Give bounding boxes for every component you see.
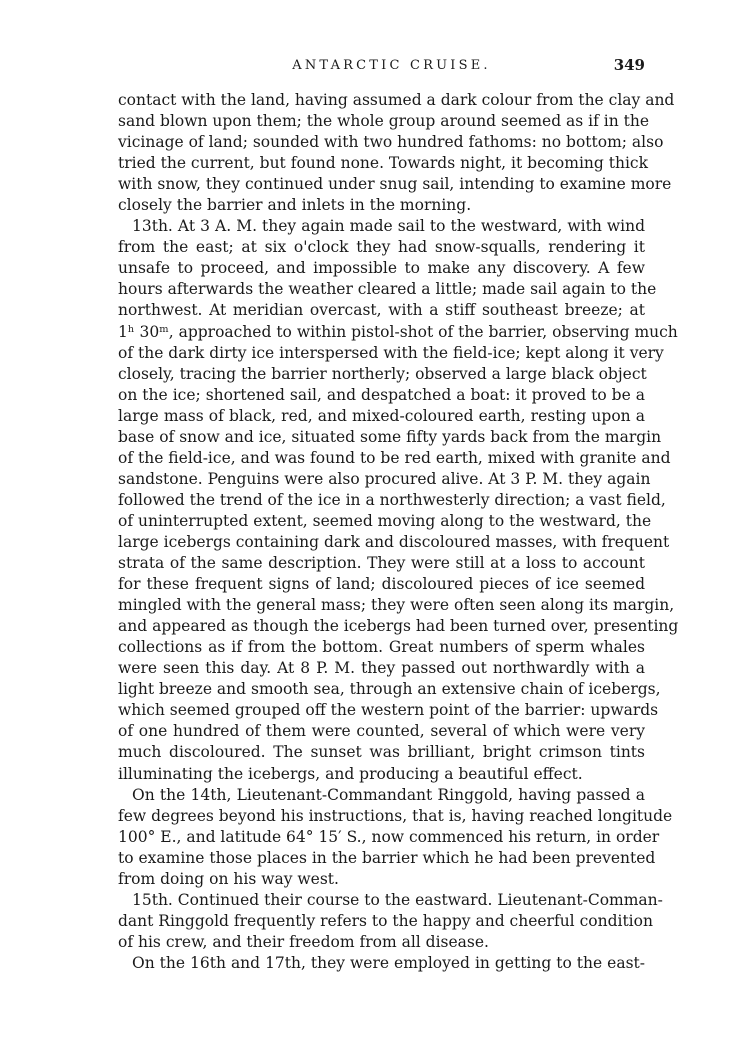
text-line: large mass of black, red, and mixed-coloured earth, resting upon a <box>118 406 645 425</box>
body-text <box>118 90 679 974</box>
text-line: northwest. At meridian overcast, with a stiff southeast breeze; at <box>118 301 645 320</box>
text-line: to examine those places in the barrier which he had been prevented <box>118 848 656 867</box>
text-line: collections as if from the bottom. Great numbers of sperm whales <box>118 638 645 657</box>
text-line: from the east; at six o'clock they had snow-squalls, rendering it <box>118 238 645 257</box>
text-line: closely, tracing the barrier northerly; observed a large black object <box>118 364 647 383</box>
text-line: 1ʰ 30ᵐ, approached to within pistol-shot of the barrier, observing much <box>118 322 678 341</box>
text-line: vicinage of land; sounded with two hundred fathoms: no bottom; also <box>118 133 664 152</box>
text-line: unsafe to proceed, and impossible to make any discovery. A few <box>118 259 645 278</box>
text-line: were seen this day. At 8 P. M. they passed out northwardly with a <box>118 659 645 678</box>
text-line: illuminating the icebergs, and producing a beautiful effect. <box>118 764 583 783</box>
text-line: sandstone. Penguins were also procured alive. At 3 P. M. they again <box>118 469 651 488</box>
text-line: of his crew, and their freedom from all disease. <box>118 932 489 951</box>
text-line: of one hundred of them were counted, several of which were very <box>118 722 645 741</box>
text-line: light breeze and smooth sea, through an extensive chain of icebergs, <box>118 680 661 699</box>
text-line: 100° E., and latitude 64° 15′ S., now commenced his return, in order <box>118 827 660 846</box>
text-line: strata of the same description. They were still at a loss to account <box>118 554 645 573</box>
text-line: large icebergs containing dark and discoloured masses, with frequent <box>118 532 670 551</box>
text-line: with snow, they continued under snug sail, intending to examine more <box>118 175 672 194</box>
text-line: 15th. Continued their course to the eastward. Lieutenant-Comman- <box>132 890 663 909</box>
text-line: 13th. At 3 A. M. they again made sail to the westward, with wind <box>132 217 645 236</box>
text-line: contact with the land, having assumed a dark colour from the clay and <box>118 91 675 109</box>
text-line: on the ice; shortened sail, and despatched a boat: it proved to be a <box>118 385 645 404</box>
page-header <box>120 56 645 80</box>
text-line: hours afterwards the weather cleared a little; made sail again to the <box>118 280 657 299</box>
text-line: base of snow and ice, situated some fifty yards back from the margin <box>118 427 662 446</box>
text-line: of the field-ice, and was found to be red earth, mixed with granite and <box>118 448 671 467</box>
text-line: for these frequent signs of land; discoloured pieces of ice seemed <box>118 575 645 594</box>
text-line: mingled with the general mass; they were often seen along its margin, <box>118 596 675 615</box>
text-line: tried the current, but found none. Towards night, it becoming thick <box>118 154 648 173</box>
text-line: sand blown upon them; the whole group around seemed as if in the <box>118 112 650 131</box>
running-title: ANTARCTIC CRUISE. <box>292 58 491 73</box>
text-line: of the dark dirty ice interspersed with the field-ice; kept along it very <box>118 343 664 362</box>
text-line: from doing on his way west. <box>118 869 339 888</box>
text-line: of uninterrupted extent, seemed moving along to the westward, the <box>118 511 652 530</box>
page-number: 349 <box>613 56 645 74</box>
text-line: followed the trend of the ice in a northwesterly direction; a vast field, <box>118 490 666 509</box>
text-line: few degrees beyond his instructions, that is, having reached longitude <box>118 806 673 825</box>
text-line: much discoloured. The sunset was brilliant, bright crimson tints <box>118 743 645 762</box>
text-line: and appeared as though the icebergs had been turned over, presenting <box>118 617 679 636</box>
text-line: dant Ringgold frequently refers to the happy and cheerful condition <box>118 911 653 930</box>
text-line: On the 14th, Lieutenant-Commandant Ringgold, having passed a <box>132 785 645 804</box>
text-line: closely the barrier and inlets in the morning. <box>118 196 472 215</box>
text-line: On the 16th and 17th, they were employed in getting to the east- <box>132 953 645 972</box>
text-line: which seemed grouped off the western point of the barrier: upwards <box>118 701 659 720</box>
